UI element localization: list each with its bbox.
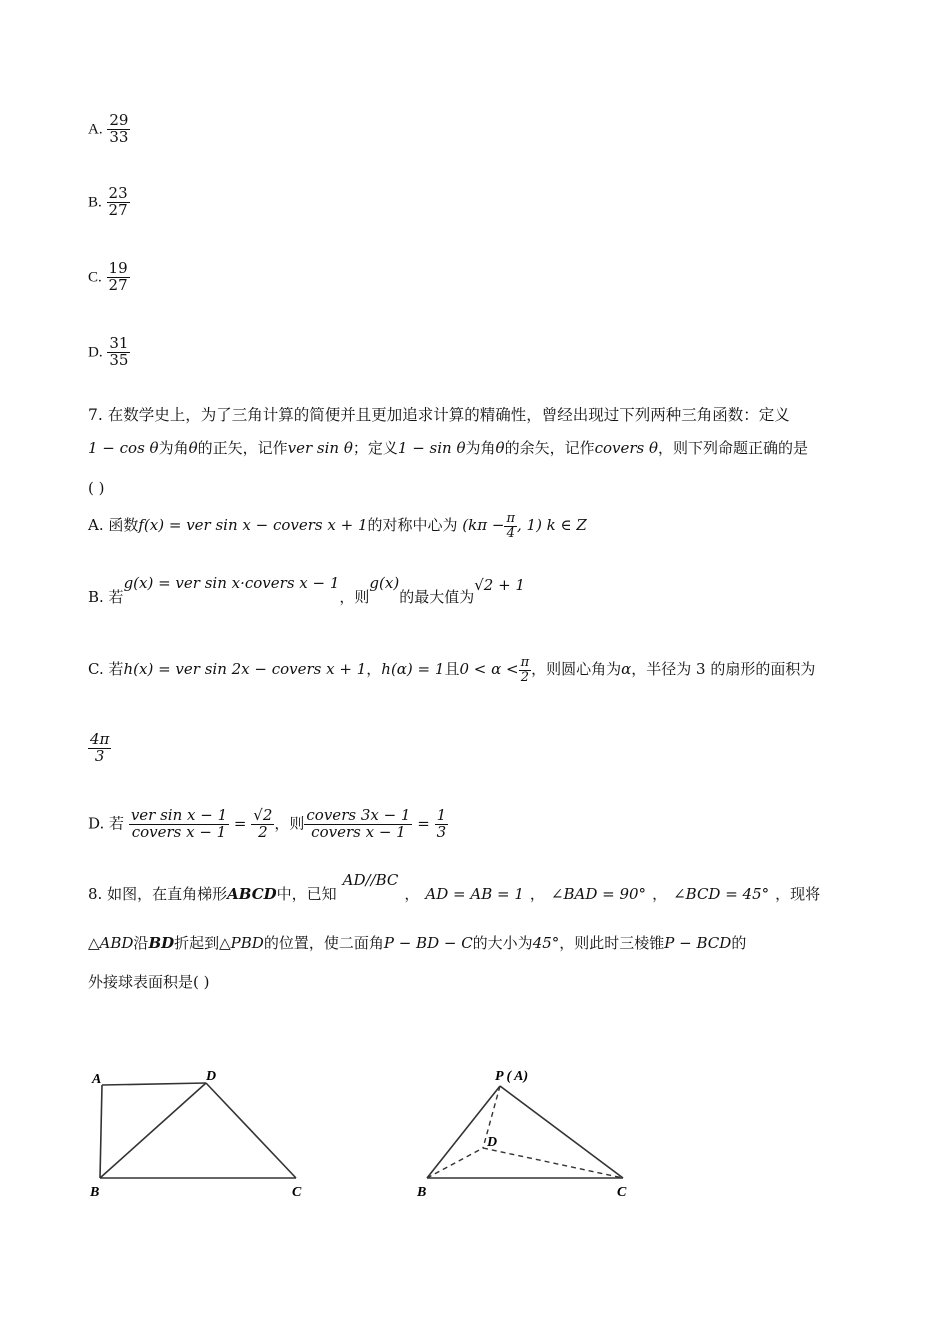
q7-option-c-answer: $\frac{4\pi}{3}$ bbox=[90, 730, 110, 765]
q7-option-c[interactable]: C. 若h(x) = ver sin 2x − covers x + 1，h(α) = 1且0 < α < $\frac{\pi}{2}$ ，则圆心角为α，半径为 3 的扇形的面积为 bbox=[88, 655, 816, 685]
option-label: B. bbox=[88, 194, 102, 211]
edge-ad bbox=[102, 1083, 206, 1085]
q6-option-a[interactable] bbox=[88, 113, 130, 146]
q6-option-b[interactable] bbox=[88, 186, 130, 219]
edge-ab bbox=[100, 1085, 102, 1178]
q8-stem-line2: △ABD沿BD折起到△PBD的位置，使二面角P − BD − C的大小为45°，则此时三棱锥P − BCD的 bbox=[88, 934, 747, 952]
label-p: P ( A) bbox=[495, 1069, 529, 1084]
label-d: D bbox=[487, 1135, 498, 1150]
q7-option-a[interactable]: A. 函数f(x) = ver sin x − covers x + 1的对称中心为 (kπ − $\frac{\pi}{4}$ , 1) k ∈ Z bbox=[88, 511, 587, 541]
option-fraction: $\frac{29}{33}$ bbox=[109, 111, 129, 146]
edge-pb bbox=[427, 1086, 500, 1178]
q7-stem-line1: 7. 在数学史上，为了三角计算的简便并且更加追求计算的精确性，曾经出现过下列两种三角函数：定义 bbox=[88, 406, 790, 424]
edge-dc bbox=[206, 1083, 296, 1178]
option-fraction: $\frac{23}{27}$ bbox=[108, 184, 128, 219]
label-d: D bbox=[206, 1069, 217, 1084]
option-label: C. bbox=[88, 269, 102, 286]
label-a: A bbox=[92, 1072, 102, 1087]
option-label: D. bbox=[88, 344, 103, 361]
label-c: C bbox=[292, 1185, 302, 1200]
q8-stem-line3: 外接球表面积是( ) bbox=[88, 973, 210, 991]
figure-tetrahedron bbox=[405, 1060, 645, 1205]
label-b: B bbox=[417, 1185, 427, 1200]
label-b: B bbox=[90, 1185, 100, 1200]
edge-pc bbox=[500, 1086, 623, 1178]
option-fraction: $\frac{19}{27}$ bbox=[108, 259, 128, 294]
q7-option-d[interactable]: D. 若 $\frac{\text{ver sin x − 1}}{\text{covers x − 1}}$ = $\frac{√2}{2}$ ，则 $\frac{\text{covers 3x − 1}}{\text{covers x − 1}}$ = $\frac{1}{3}$ bbox=[88, 806, 447, 841]
q7-stem-line2: 1 − cos θ为角θ的正矢，记作ver sin θ；定义1 − sin θ为角θ的余矢，记作covers θ，则下列命题正确的是 bbox=[88, 439, 809, 457]
option-fraction: $\frac{31}{35}$ bbox=[109, 334, 129, 369]
q8-stem-line1: 8. 如图，在直角梯形ABCD中，已知AD//BC， AD = AB = 1 ， ∠BAD = 90° ， ∠BCD = 45° ，现将 bbox=[88, 871, 821, 903]
option-label: A. bbox=[88, 121, 103, 138]
figure-trapezoid bbox=[80, 1060, 320, 1205]
q6-option-d[interactable] bbox=[88, 336, 130, 369]
label-c: C bbox=[617, 1185, 627, 1200]
q7-option-b[interactable]: B. 若g(x) = ver sin x·covers x − 1，则g(x)的最大值为√2 + 1 bbox=[88, 574, 525, 606]
edge-bd bbox=[100, 1083, 206, 1178]
q7-answer-blank: ( ) bbox=[88, 479, 105, 497]
edge-bd bbox=[427, 1148, 483, 1178]
q6-option-c[interactable] bbox=[88, 261, 130, 294]
